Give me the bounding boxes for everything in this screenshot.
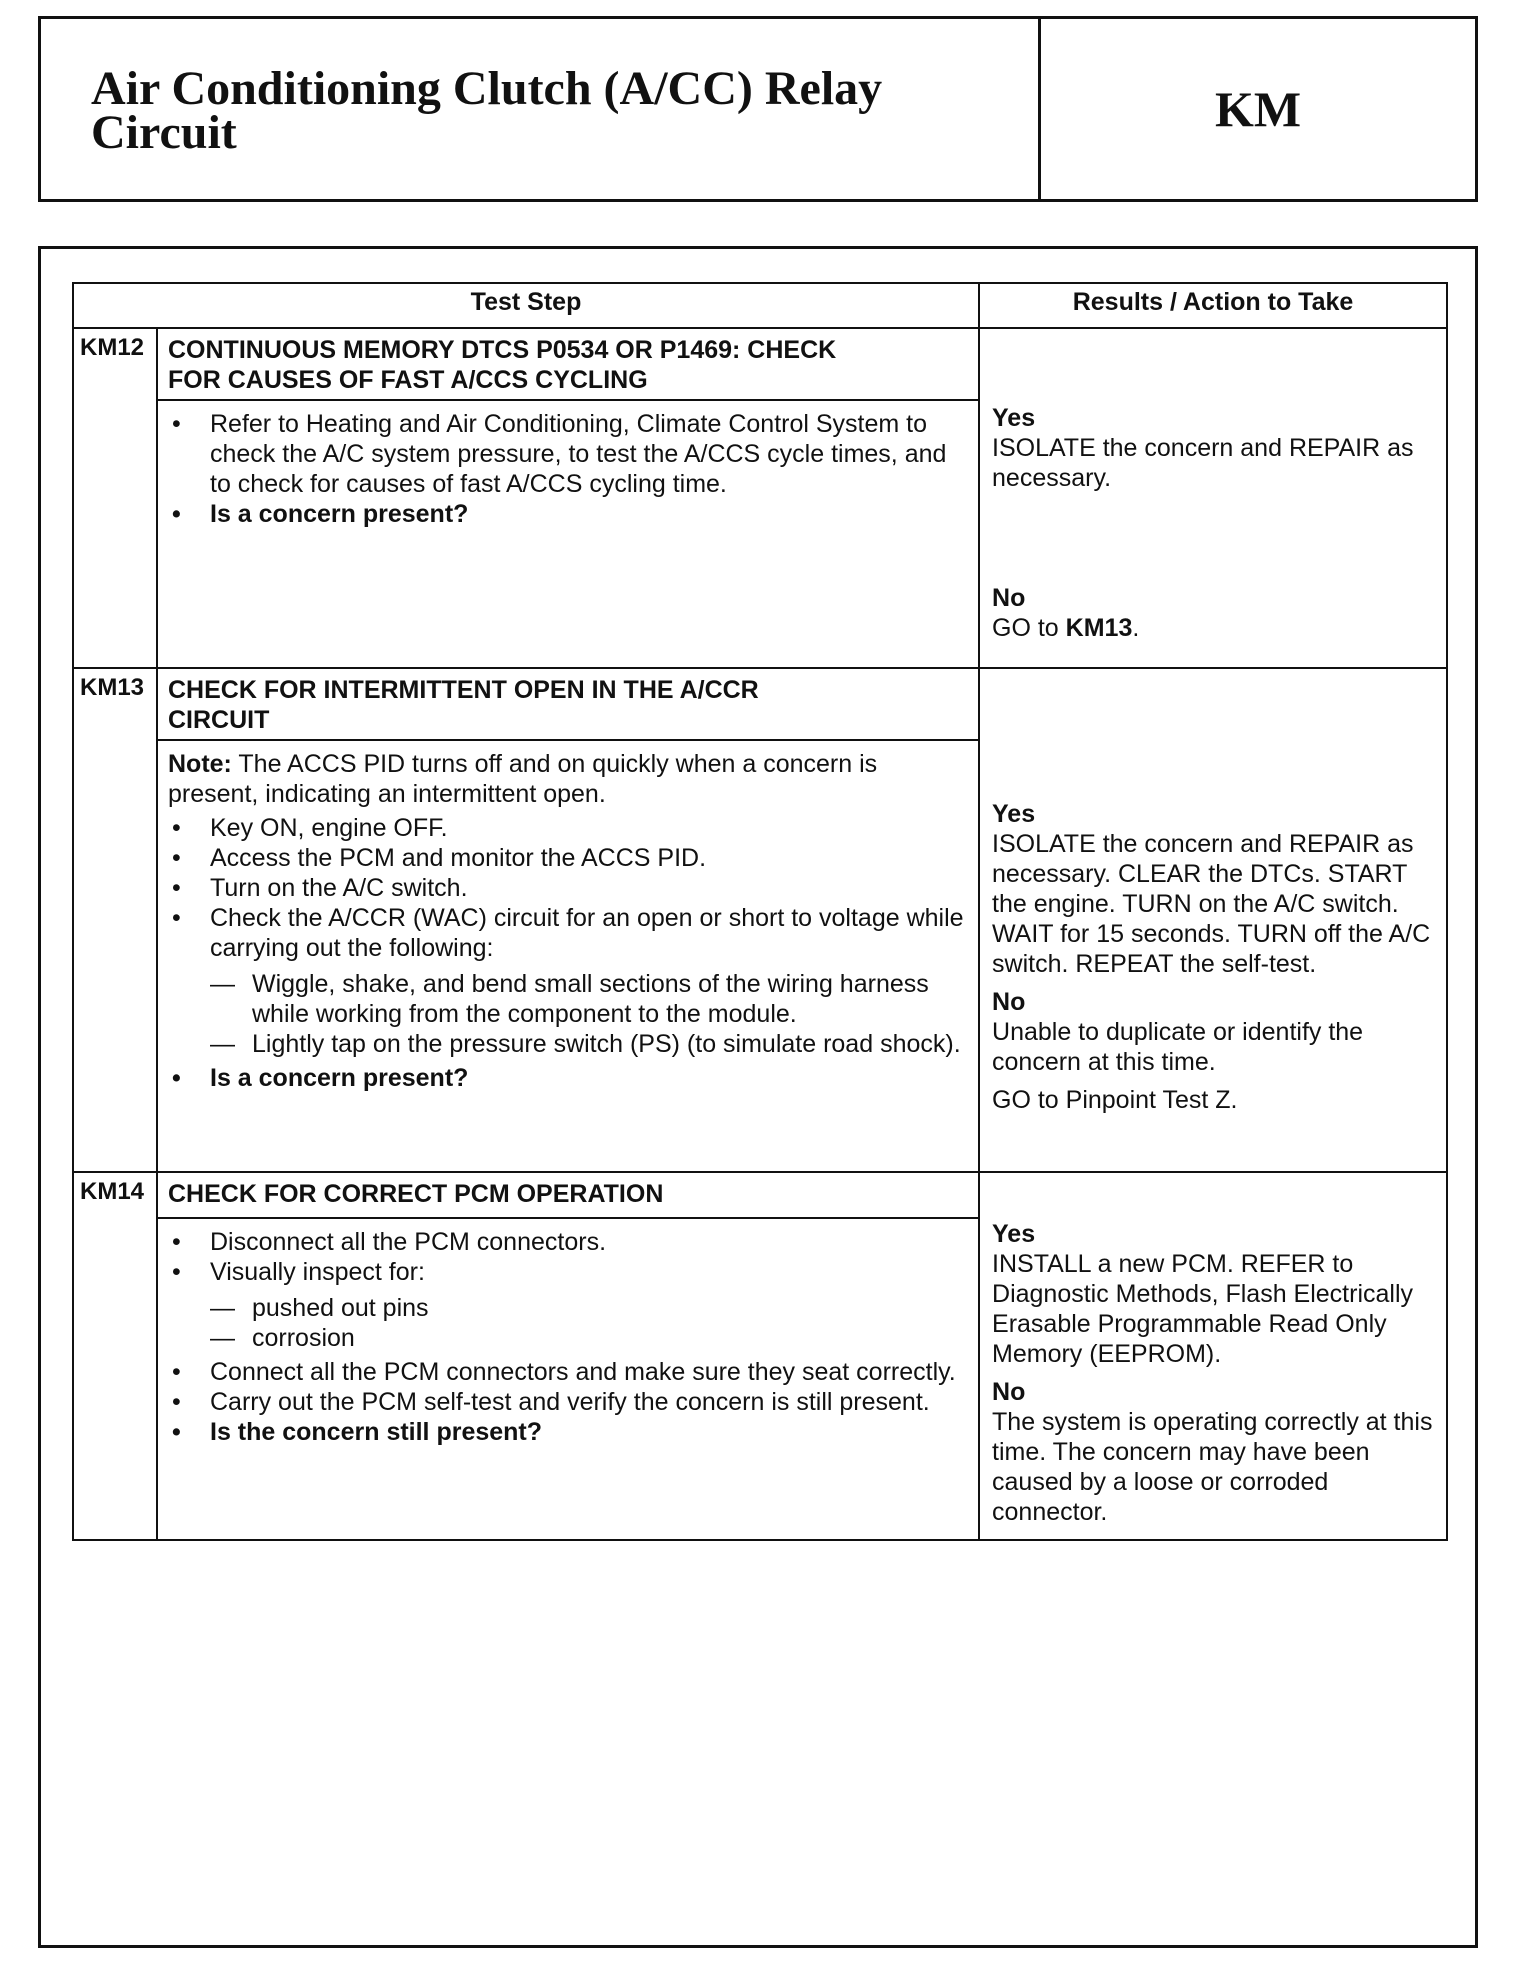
step-body-km13 <box>157 740 979 1172</box>
step-body-km14 <box>157 1218 979 1540</box>
sub-list-item: — Lightly tap on the pressure switch (PS) (to simulate road shock). <box>210 1029 968 1059</box>
list-item-text: Visually inspect for: <box>210 1258 425 1286</box>
list-item <box>168 1257 968 1353</box>
document-header <box>38 16 1478 202</box>
no-action-suffix: . <box>1132 614 1140 642</box>
result-km13-yes <box>992 799 1438 979</box>
table-header-row <box>73 283 1447 328</box>
step-note <box>168 749 968 809</box>
no-label: No <box>992 988 1026 1016</box>
step-title-km12 <box>157 328 979 400</box>
result-km12-yes <box>992 403 1438 493</box>
code-cell <box>1041 19 1475 199</box>
column-header-results: Results / Action to Take <box>979 283 1447 328</box>
sub-list-item: — Wiggle, shake, and bend small sections of the wiring harness while working from the component to the module. <box>210 969 968 1029</box>
list-item: • Connect all the PCM connectors and make sure they seat correctly. <box>168 1357 968 1387</box>
step-title-km13 <box>157 668 979 740</box>
step-body-km12 <box>157 400 979 668</box>
no-action-text: The system is operating correctly at this time. The concern may have been caused by a loose or corroded connector. <box>992 1408 1433 1526</box>
step-title-km12-line-2: FOR CAUSES OF FAST A/CCS CYCLING <box>168 366 648 394</box>
pinpoint-test-table <box>72 282 1448 1541</box>
step-km13-title-row <box>73 668 1447 740</box>
step-title-km12-line-1: CONTINUOUS MEMORY DTCS P0534 OR P1469: CHECK <box>168 336 837 364</box>
no-action-prefix: GO to <box>992 614 1059 642</box>
note-text: The ACCS PID turns off and on quickly when a concern is present, indicating an intermittent open. <box>168 750 878 808</box>
step-title-km14: CHECK FOR CORRECT PCM OPERATION <box>157 1172 979 1218</box>
page-title <box>91 62 1038 159</box>
result-km14-yes <box>992 1219 1438 1369</box>
yes-label: Yes <box>992 1220 1036 1248</box>
list-item: • Refer to Heating and Air Conditioning, Climate Control System to check the A/C system pressure, to test the A/CCS cycle times, and to check for causes of fast A/CCS cycling time. <box>168 409 968 499</box>
result-km13-no <box>992 987 1438 1115</box>
note-label: Note: <box>168 750 232 778</box>
list-item <box>168 903 968 1059</box>
title-line-2: Circuit <box>91 106 237 159</box>
result-cell-km13 <box>979 668 1447 1172</box>
step-id-km12: KM12 <box>73 328 157 400</box>
step-question: • Is the concern still present? <box>168 1417 968 1447</box>
list-item: • Turn on the A/C switch. <box>168 873 968 903</box>
step-title-km13-line-1: CHECK FOR INTERMITTENT OPEN IN THE A/CCR <box>168 676 759 704</box>
step-question: • Is a concern present? <box>168 1063 968 1093</box>
yes-label: Yes <box>992 800 1036 828</box>
no-action-text <box>992 613 1438 643</box>
step-id-spacer <box>73 400 157 668</box>
step-id-spacer <box>73 1218 157 1540</box>
list-item-text: Check the A/CCR (WAC) circuit for an open or short to voltage while carrying out the following: <box>210 904 964 962</box>
step-km12-title-row <box>73 328 1447 400</box>
yes-action-text: ISOLATE the concern and REPAIR as necessary. CLEAR the DTCs. START the engine. TURN on the A/C switch. WAIT for 15 seconds. TURN off the A/C switch. REPEAT the self-test. <box>992 830 1431 978</box>
no-action-text-2: GO to Pinpoint Test Z. <box>992 1086 1238 1114</box>
yes-action-text: INSTALL a new PCM. REFER to Diagnostic Methods, Flash Electrically Erasable Programmable Read Only Memory (EEPROM). <box>992 1250 1414 1368</box>
section-code: KM <box>1214 81 1302 137</box>
list-item: • Key ON, engine OFF. <box>168 813 968 843</box>
title-line-1: Air Conditioning Clutch (A/CC) Relay <box>91 62 883 115</box>
result-km14-no <box>992 1377 1438 1527</box>
sub-list-item: — corrosion <box>210 1323 968 1353</box>
no-action-text: Unable to duplicate or identify the concern at this time. <box>992 1018 1364 1076</box>
no-label: No <box>992 1378 1026 1406</box>
title-cell <box>41 19 1041 199</box>
step-id-spacer <box>73 740 157 1172</box>
column-header-test-step: Test Step <box>73 283 979 328</box>
yes-action-text: ISOLATE the concern and REPAIR as necessary. <box>992 434 1414 492</box>
no-label: No <box>992 584 1026 612</box>
list-item: • Carry out the PCM self-test and verify the concern is still present. <box>168 1387 968 1417</box>
yes-label: Yes <box>992 404 1036 432</box>
result-cell-km12 <box>979 328 1447 668</box>
step-km14-title-row <box>73 1172 1447 1218</box>
step-title-km13-line-2: CIRCUIT <box>168 706 270 734</box>
step-id-km13: KM13 <box>73 668 157 740</box>
list-item: • Disconnect all the PCM connectors. <box>168 1227 968 1257</box>
list-item: • Access the PCM and monitor the ACCS PID. <box>168 843 968 873</box>
sub-list-item: — pushed out pins <box>210 1293 968 1323</box>
step-id-km14: KM14 <box>73 1172 157 1218</box>
result-km12-no <box>992 583 1438 643</box>
step-reference-km13: KM13 <box>1065 614 1133 642</box>
step-question: • Is a concern present? <box>168 499 968 529</box>
result-cell-km14 <box>979 1172 1447 1540</box>
